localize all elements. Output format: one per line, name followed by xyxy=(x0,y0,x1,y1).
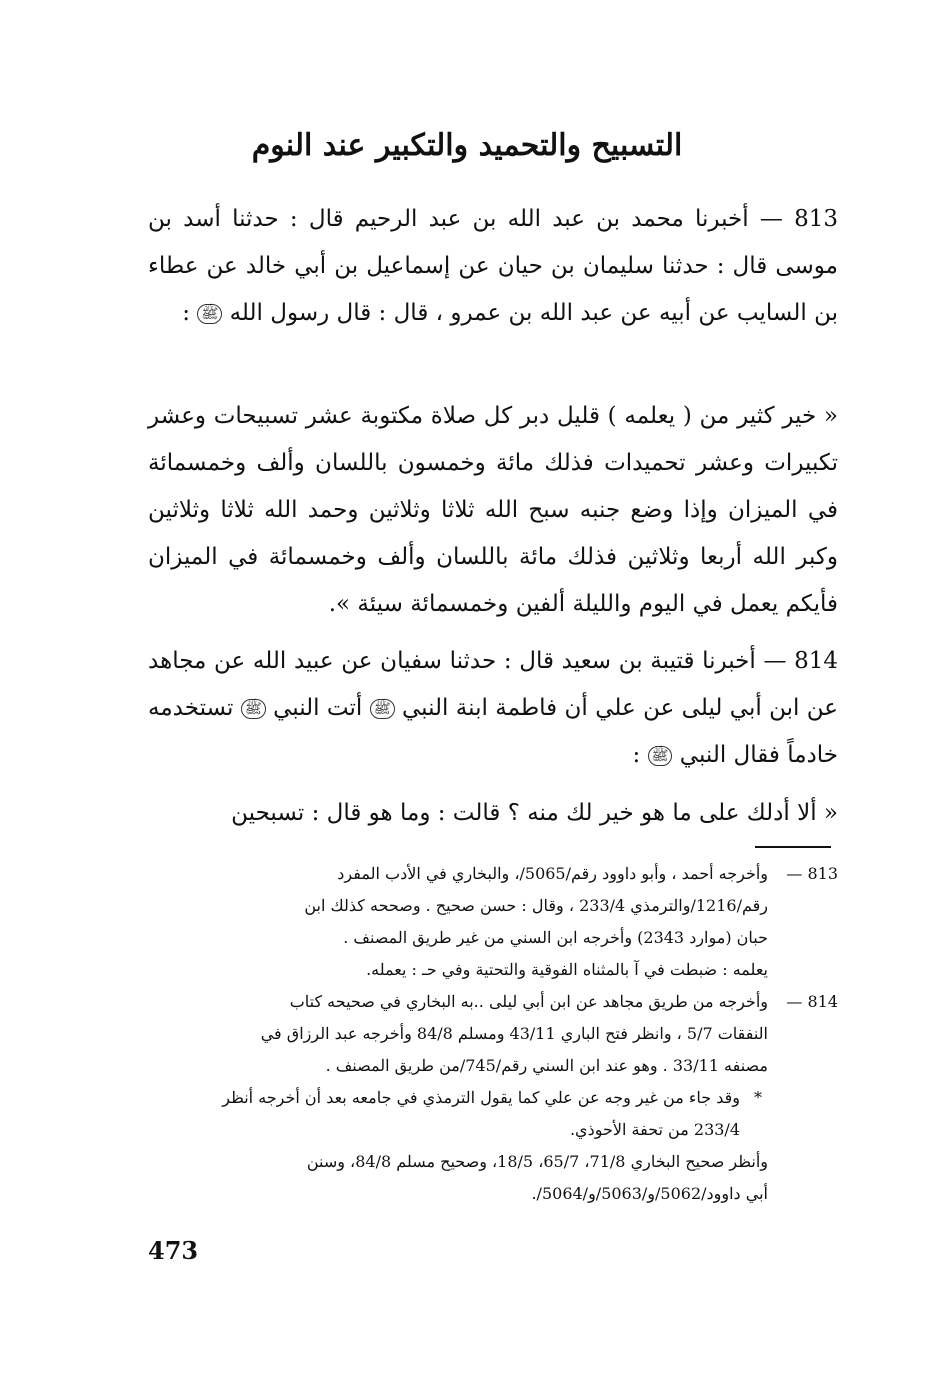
hadith-813-matn: « خير كثير من ( يعلمه ) قليل دبر كل صلاة مكتوبة عشر تسبيحات وعشر تكبيرات وعشر تحميدات فذلك مائة وخمسون باللسان وألف وخمسمائة في الميزان وإذا وضع جنبه سبح الله ثلاثا وثلاثين وحمد الله ثلاثا وثلاثين وكبر الله أربعا وثلاثين فذلك مائة باللسان وألف وخمسمائة في الميزان فأيكم يعمل في اليوم والليلة ألفين وخمسمائة سيئة ». xyxy=(148,403,838,617)
hadith-number: 814 xyxy=(794,648,839,674)
footnote-line: رقم/1216/والترمذي 233/4 ، وقال : حسن صحيح . وصححه كذلك ابن xyxy=(304,896,768,915)
footnote-line: وأنظر صحيح البخاري 71/8، 65/7، 18/5، وصحيح مسلم 84/8، وسنن xyxy=(306,1152,768,1171)
footnote-divider xyxy=(755,846,831,848)
footnote-line: وأخرجه أحمد ، وأبو داوود رقم/5065/، والبخاري في الأدب المفرد xyxy=(337,864,768,883)
hadith-number: 813 xyxy=(794,206,839,232)
salla-ligature-icon: ﷺ xyxy=(370,699,395,719)
page-number: 473 xyxy=(148,1236,199,1265)
asterisk-icon: * xyxy=(754,1088,762,1107)
hadith-dash: — xyxy=(763,648,787,674)
footnote-number xyxy=(772,986,838,1018)
footnote-number-text: 814 xyxy=(807,992,838,1011)
footnote-line: مصنفه 33/11 . وهو عند ابن السني رقم/745/من طريق المصنف . xyxy=(325,1056,768,1075)
hadith-isnad-text: أخبرنا قتيبة بن سعيد قال : حدثنا سفيان عن عبيد الله عن مجاهد عن ابن أبي ليلى عن علي أن فاطمة ابنة النبي xyxy=(148,648,839,721)
footnotes xyxy=(148,858,838,1210)
footnote-number xyxy=(772,858,838,890)
footnote-note xyxy=(148,1082,762,1146)
hadith-814-matn: « ألا أدلك على ما هو خير لك منه ؟ قالت : وما هو قال : تسبحين xyxy=(231,800,838,826)
footnote-813 xyxy=(148,858,838,986)
footnote-dash: — xyxy=(786,864,803,883)
footnote-line: النفقات 5/7 ، وانظر فتح الباري 43/11 ومسلم 84/8 وأخرجه عبد الرزاق في xyxy=(260,1024,768,1043)
salla-ligature-icon: ﷺ xyxy=(648,746,673,766)
footnote-line: وأخرجه من طريق مجاهد عن ابن أبي ليلى ..به البخاري في صحيحه كتاب xyxy=(289,992,768,1011)
hadith-813-isnad xyxy=(148,196,838,337)
footnote-number-text: 813 xyxy=(807,864,838,883)
footnote-line: حبان (موارد 2343) وأخرجه ابن السني من غير طريق المصنف . xyxy=(343,928,768,947)
colon: : xyxy=(182,300,198,326)
footnote-dash: — xyxy=(786,992,803,1011)
hadith-isnad-text: أخبرنا محمد بن عبد الله بن عبد الرحيم قال : حدثنا أسد بن موسى قال : حدثنا سليمان بن حيان عن إسماعيل بن أبي خالد عن عطاء بن السايب عن أبيه عن عبد الله بن عمرو ، قال : قال رسول الله xyxy=(148,206,838,326)
footnote-814 xyxy=(148,986,838,1210)
hadith-814-isnad xyxy=(148,638,838,779)
hadith-isnad-text: تستخدمه خادماً فقال النبي xyxy=(148,695,838,768)
hadith-dash: — xyxy=(759,206,783,232)
salla-ligature-icon: ﷺ xyxy=(241,699,266,719)
footnote-line: يعلمه : ضبطت في آ بالمثناه الفوقية والتحتية وفي حـ : يعمله. xyxy=(366,960,768,979)
colon: : xyxy=(632,742,648,768)
footnote-line: أبي داوود/5062/و/5063/و/5064/. xyxy=(531,1184,768,1203)
chapter-title: التسبيح والتحميد والتكبير عند النوم xyxy=(251,128,683,163)
hadith-isnad-text: أتت النبي xyxy=(273,695,363,721)
footnote-line: 233/4 من تحفة الأحوذي. xyxy=(569,1120,740,1139)
footnote-line: وقد جاء من غير وجه عن علي كما يقول الترمذي في جامعه بعد أن أخرجه أنظر xyxy=(222,1088,740,1107)
salla-ligature-icon: ﷺ xyxy=(197,304,222,324)
